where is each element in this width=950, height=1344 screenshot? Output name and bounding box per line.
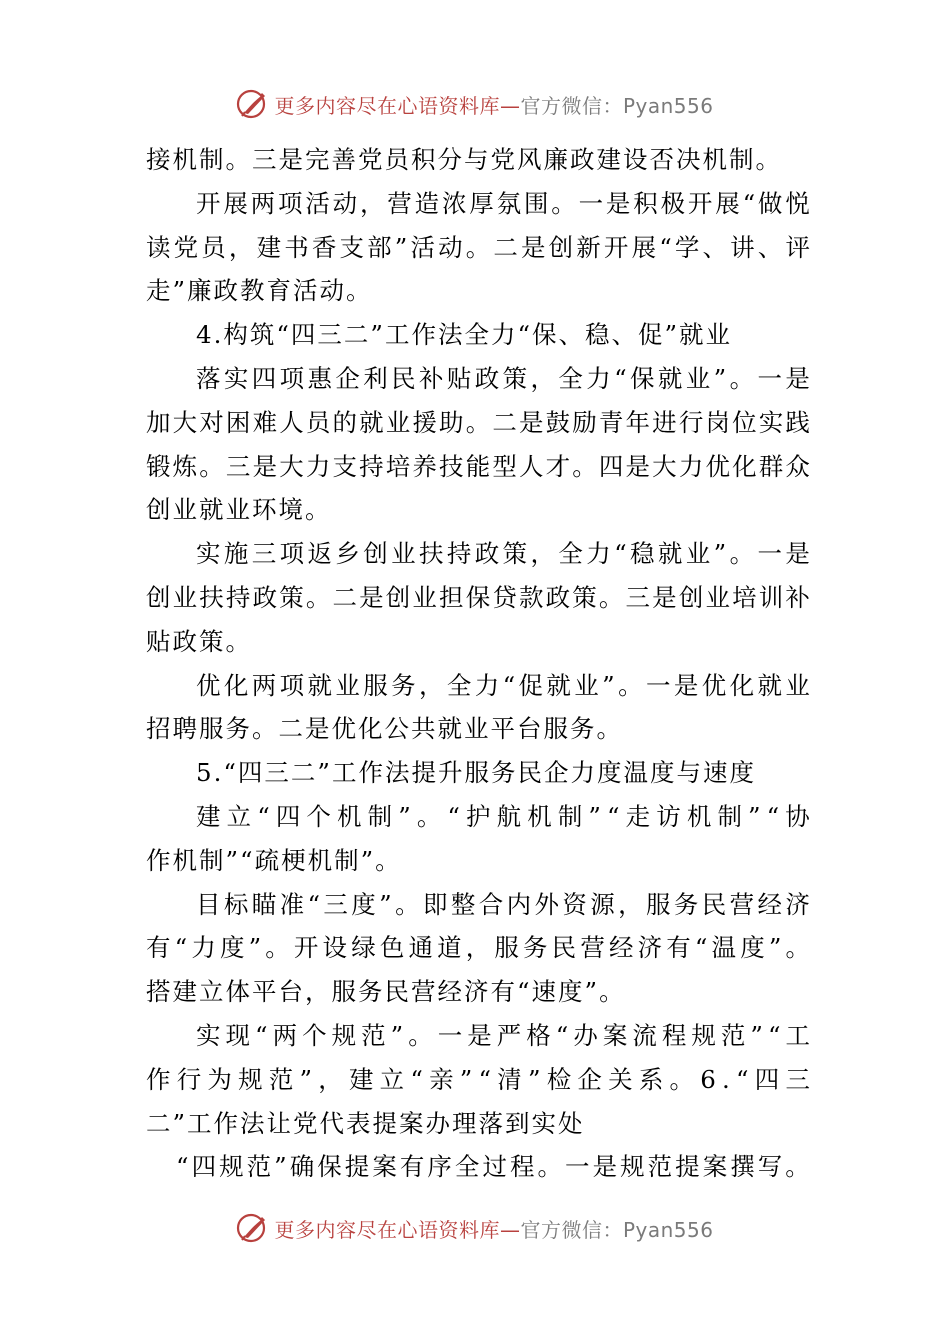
text-line: 走 ” 廉 政 教 育 活 动 。 <box>146 276 371 306</box>
text-line: 接 机 制 。 三 是 完 善 党 员 积 分 与 党 风 廉 政 建 设 否 决 机 制 。 <box>146 145 780 174</box>
text-line: “ 四 规 范 ” 确 保 提 案 有 序 全 过 程 。 一 是 规 范 提 案 撰 写 。 <box>176 1152 810 1182</box>
text-line: 招 聘 服 务 。 二 是 优 化 公 共 就 业 平 台 服 务 。 <box>146 714 621 744</box>
text-line: 优 化 两 项 就 业 服 务 ， 全 力 “ 促 就 业 ” 。 一 是 优 化 就 业 <box>196 670 810 700</box>
text-line: 实 现 “ 两 个 规 范 ” 。 一 是 严 格 “ 办 案 流 程 规 范 ” “ 工 <box>196 1020 810 1050</box>
document-body <box>146 138 810 1189</box>
header-wechat: 官方微信：Pyan556 <box>520 93 714 118</box>
text-line: 实 施 三 项 返 乡 创 业 扶 持 政 策 ， 全 力 “ 稳 就 业 ” 。 一 是 <box>196 539 810 569</box>
text-line: 落 实 四 项 惠 企 利 民 补 贴 政 策 ， 全 力 “ 保 就 业 ” 。 一 是 <box>196 363 810 393</box>
text-line: 加 大 对 困 难 人 员 的 就 业 援 助 。 二 是 鼓 励 青 年 进 行 岗 位 实 践 <box>146 407 810 437</box>
text-line: 开 展 两 项 活 动 ， 营 造 浓 厚 氛 围 。 一 是 积 极 开 展 “ 做 悦 <box>196 188 810 218</box>
text-line: 搭 建 立 体 平 台 ， 服 务 民 营 经 济 有 “ 速 度 ” 。 <box>146 977 624 1007</box>
quill-logo-icon <box>236 87 270 121</box>
quill-logo-icon <box>236 1211 270 1245</box>
text-line: 作 机 制 ” “ 疏 梗 机 制 ” 。 <box>146 845 400 875</box>
text-line: 5 . “ 四 三 二 ” 工 作 法 提 升 服 务 民 企 力 度 温 度 与 速 度 <box>196 758 754 788</box>
text-line: 锻 炼 。 三 是 大 力 支 持 培 养 技 能 型 人 才 。 四 是 大 力 优 化 群 众 <box>146 451 810 481</box>
footer-wechat: 官方微信：Pyan556 <box>520 1217 714 1242</box>
text-line: 读 党 员 ， 建 书 香 支 部 ” 活 动 。 二 是 创 新 开 展 “ 学 、 讲 、 评 <box>146 232 810 262</box>
text-line: 二 ” 工 作 法 让 党 代 表 提 案 办 理 落 到 实 处 <box>146 1108 583 1138</box>
text-line: 创 业 就 业 环 境 。 <box>146 495 330 525</box>
text-line: 作 行 为 规 范 ” ， 建 立 “ 亲 ” “ 清 ” 检 企 关 系 。 6 . “ 四 三 <box>146 1064 810 1094</box>
text-line: 目 标 瞄 准 “ 三 度 ” 。 即 整 合 内 外 资 源 ， 服 务 民 营 经 济 <box>196 889 810 919</box>
text-line: 建 立 “ 四 个 机 制 ” 。 “ 护 航 机 制 ” “ 走 访 机 制 ” “ 协 <box>196 801 810 831</box>
text-line: 贴 政 策 。 <box>146 626 250 656</box>
footer-banner <box>0 1208 950 1248</box>
footer-banner-text: 更多内容尽在心语资料库—官方微信：Pyan556 <box>274 1217 714 1242</box>
text-line: 创 业 扶 持 政 策 。 二 是 创 业 担 保 贷 款 政 策 。 三 是 创 业 培 训 补 <box>146 582 810 612</box>
text-line: 4 . 构 筑 “ 四 三 二 ” 工 作 法 全 力 “ 保 、 稳 、 促 ” 就 业 <box>196 320 731 350</box>
header-banner-text: 更多内容尽在心语资料库—官方微信：Pyan556 <box>274 93 714 118</box>
text-line: 有 “ 力 度 ” 。 开 设 绿 色 通 道 ， 服 务 民 营 经 济 有 “ 温 度 ” 。 <box>146 933 810 963</box>
header-banner <box>0 84 950 124</box>
